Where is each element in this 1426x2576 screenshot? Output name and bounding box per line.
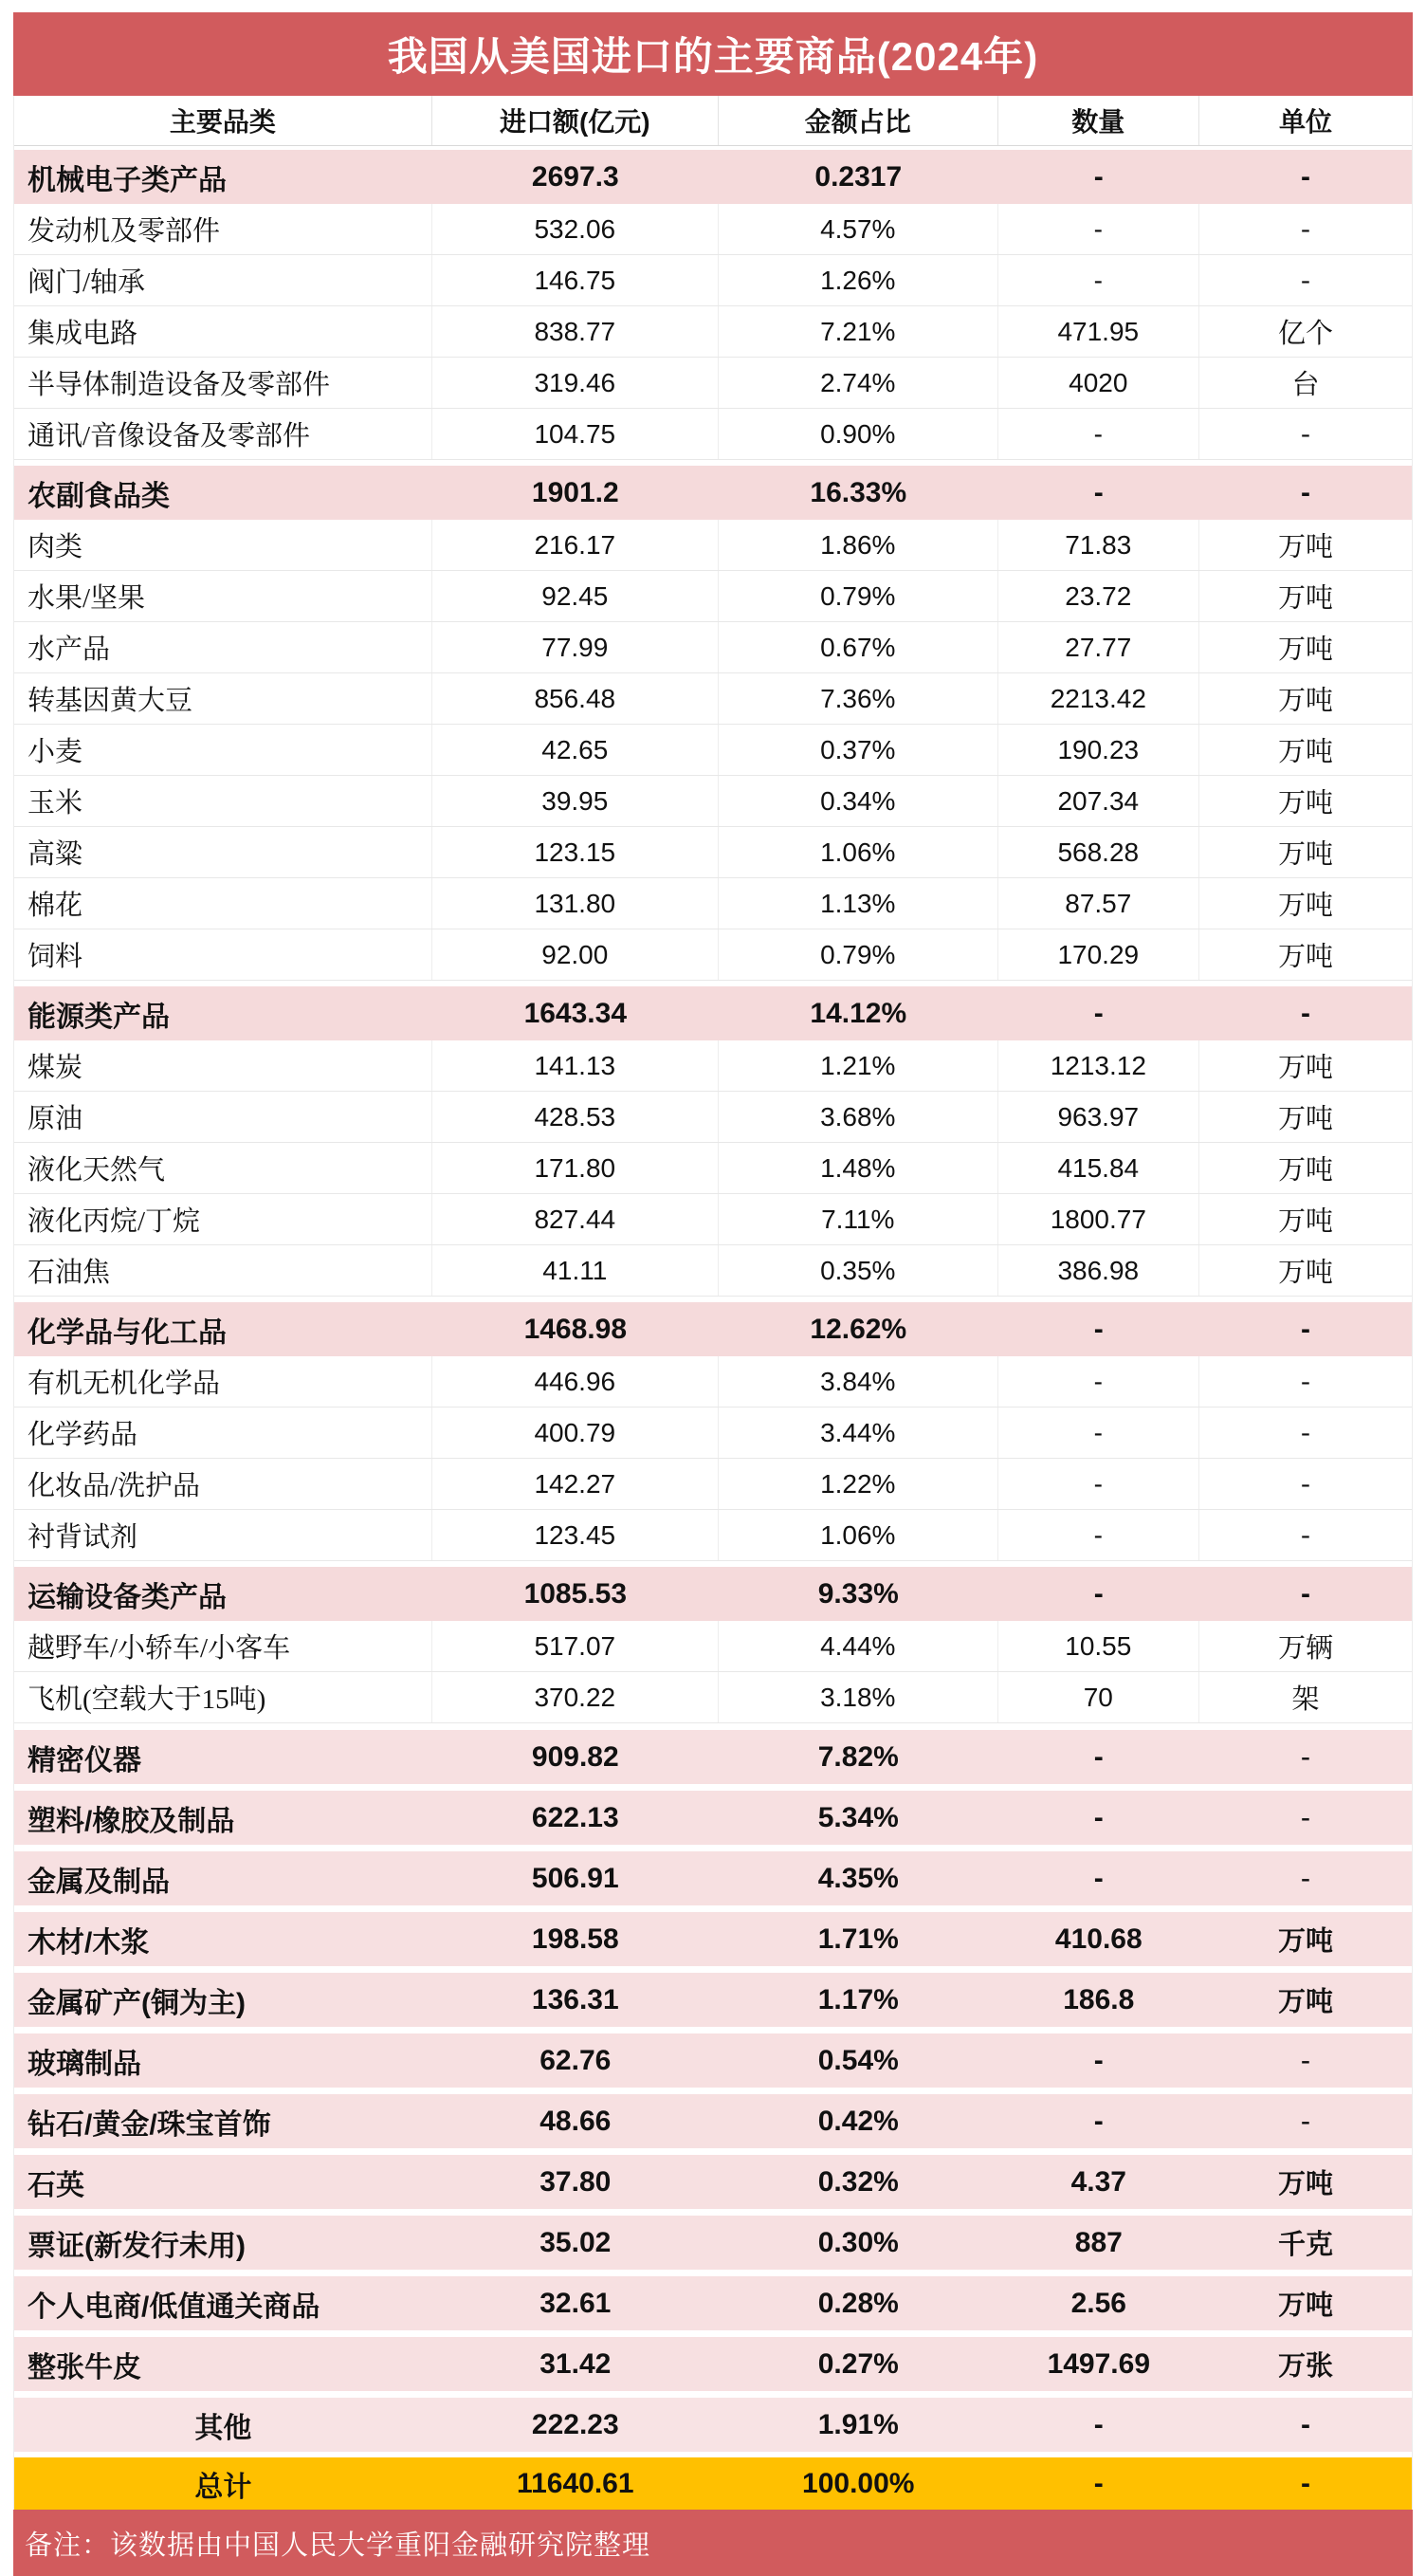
row-label: 总计 [194,2471,252,2503]
row-label: 其他 [194,2412,252,2444]
row-value: 万吨 [1277,532,1333,562]
row-value: - [1093,2408,1104,2440]
row-value: 1643.34 [523,997,628,1029]
row-label: 石油焦 [14,1245,432,1296]
row-value: 887 [1074,2226,1123,2258]
table-row [14,150,1412,204]
row-value: 37.80 [539,2165,612,2198]
column-header: 数量 [998,96,1199,145]
row-label: 集成电路 [14,306,432,357]
row-value: 0.30% [817,2226,899,2258]
row-value: 万吨 [1277,839,1333,870]
table-row [14,2216,1412,2270]
row-value: - [1300,1313,1310,1345]
table-row [14,1408,1412,1459]
row-value: 1213.12 [998,1040,1199,1091]
row-value: 0.34% [719,776,998,826]
row-value: 1.06% [719,827,998,877]
row-value: 31.42 [539,2347,612,2380]
row-value: 亿个 [1277,319,1333,349]
table-row [14,1621,1412,1672]
row-value: 0.37% [719,725,998,775]
row-value: 1.21% [719,1040,998,1091]
row-value: 370.22 [432,1672,719,1722]
row-label: 精密仪器 [27,1744,141,1776]
row-value: 0.42% [817,2105,899,2137]
row-value: 万吨 [1277,1987,1333,2017]
row-label: 液化天然气 [14,1143,432,1193]
row-value: - [1093,1577,1104,1610]
row-value: 207.34 [998,776,1199,826]
row-value: - [1301,2106,1310,2136]
column-header: 进口额(亿元) [432,96,719,145]
table-row [14,255,1412,306]
row-label: 金属矿产(铜为主) [27,1987,246,2019]
table-row [14,1245,1412,1297]
row-value: 7.82% [817,1740,899,1773]
row-label: 通讯/音像设备及零部件 [14,409,432,459]
table-row [14,358,1412,409]
row-value: - [1300,997,1310,1029]
row-value: 万吨 [1277,2169,1333,2199]
table-row [14,2276,1412,2330]
row-value: 222.23 [531,2408,619,2440]
row-value: - [1093,1313,1104,1345]
row-value: 622.13 [531,1801,619,1833]
row-value: 10.55 [998,1621,1199,1671]
row-value: 0.90% [719,409,998,459]
row-value: 400.79 [432,1408,719,1458]
table-row [14,1194,1412,1245]
row-value: 838.77 [432,306,719,357]
row-value: - [1300,1577,1310,1610]
row-label: 发动机及零部件 [14,204,432,254]
row-value: 1901.2 [531,476,619,508]
row-value: 963.97 [998,1092,1199,1142]
row-value: 410.68 [1054,1923,1143,1955]
row-value: 146.75 [432,255,719,305]
row-value: 856.48 [432,673,719,724]
table-row [14,986,1412,1040]
table-row [14,725,1412,776]
row-value: 100.00% [802,2467,915,2499]
row-value: 1.26% [719,255,998,305]
row-value: 123.15 [432,827,719,877]
row-value: 万吨 [1277,891,1333,921]
row-value: 35.02 [539,2226,612,2258]
row-label: 液化丙烷/丁烷 [14,1194,432,1244]
row-value: - [1093,2467,1104,2499]
table-row [14,1851,1412,1905]
row-value: - [1301,1519,1310,1550]
row-value: 319.46 [432,358,719,408]
row-value: 架 [1291,1684,1320,1715]
row-label: 煤炭 [14,1040,432,1091]
row-value: 0.2317 [814,160,903,193]
footer-note: 备注：该数据由中国人民大学重阳金融研究院整理 [13,2510,1413,2576]
row-value: 3.44% [719,1408,998,1458]
table-row [14,2155,1412,2209]
row-value: 万吨 [1277,737,1333,767]
column-header: 金额占比 [719,96,998,145]
row-value: - [1301,1366,1310,1396]
row-value: 70 [998,1672,1199,1722]
row-value: 万吨 [1277,1053,1333,1083]
row-label: 原油 [14,1092,432,1142]
row-label: 转基因黄大豆 [14,673,432,724]
row-value: 万吨 [1277,583,1333,614]
row-value: 77.99 [432,622,719,672]
row-value: - [1093,1740,1104,1773]
row-value: 7.21% [719,306,998,357]
row-label: 有机无机化学品 [14,1356,432,1407]
row-value: - [1093,1801,1104,1833]
table-row [14,409,1412,460]
table-row [14,2457,1412,2510]
row-value: 万辆 [1277,1633,1333,1664]
row-value: 87.57 [998,878,1199,929]
row-value: 11640.61 [517,2467,634,2499]
row-value: - [998,1408,1199,1458]
row-value: - [1093,476,1104,508]
row-value: 827.44 [432,1194,719,1244]
row-value: - [998,409,1199,459]
row-label: 金属及制品 [27,1866,170,1898]
row-value: 1.48% [719,1143,998,1193]
row-label: 棉花 [14,878,432,929]
row-value: - [1300,2467,1310,2499]
table-row [14,929,1412,981]
row-value: 4.44% [719,1621,998,1671]
row-value: - [998,1510,1199,1560]
row-value: 142.27 [432,1459,719,1509]
row-value: 万吨 [1277,2291,1333,2321]
row-label: 运输设备类产品 [27,1581,227,1613]
row-value: 41.11 [432,1245,719,1296]
row-value: 4020 [998,358,1199,408]
row-value: 27.77 [998,622,1199,672]
row-value: 568.28 [998,827,1199,877]
row-value: - [1301,213,1310,244]
row-label: 水产品 [14,622,432,672]
row-label: 玻璃制品 [27,2048,141,2080]
row-value: 1.86% [719,520,998,570]
table-row [14,1459,1412,1510]
row-value: 0.79% [719,929,998,980]
row-value: 14.12% [810,997,907,1029]
row-value: - [1301,1741,1310,1772]
row-value: 1.06% [719,1510,998,1560]
row-value: - [1301,1468,1310,1499]
row-value: 92.45 [432,571,719,621]
row-value: - [998,204,1199,254]
row-value: 0.32% [817,2165,899,2198]
row-value: 506.91 [531,1862,619,1894]
row-label: 玉米 [14,776,432,826]
import-table-page [13,0,1413,2576]
row-value: 3.68% [719,1092,998,1142]
row-label: 越野车/小轿车/小客车 [14,1621,432,1671]
row-value: 万吨 [1277,942,1333,972]
row-value: 7.36% [719,673,998,724]
row-value: 1497.69 [1047,2347,1151,2380]
table-row [14,571,1412,622]
row-value: 3.18% [719,1672,998,1722]
row-value: 32.61 [539,2287,612,2319]
row-value: - [1093,1862,1104,1894]
row-value: 万吨 [1277,1926,1333,1957]
table-row [14,1730,1412,1784]
row-value: 415.84 [998,1143,1199,1193]
row-value: - [1301,1802,1310,1832]
row-value: 12.62% [810,1313,907,1345]
table-row [14,1302,1412,1356]
row-value: 0.35% [719,1245,998,1296]
row-value: 万张 [1277,2351,1333,2382]
table-row [14,306,1412,358]
row-value: 万吨 [1277,1206,1333,1237]
table-row [14,1040,1412,1092]
column-header: 单位 [1278,107,1332,137]
row-value: 104.75 [432,409,719,459]
row-value: - [1300,2408,1310,2440]
row-value: 123.45 [432,1510,719,1560]
row-value: 2.56 [1070,2287,1126,2319]
row-label: 化妆品/洗护品 [14,1459,432,1509]
row-value: 48.66 [539,2105,612,2137]
row-value: 131.80 [432,878,719,929]
table-row [14,2033,1412,2088]
table-row [14,622,1412,673]
row-value: 1.13% [719,878,998,929]
row-value: 428.53 [432,1092,719,1142]
row-label: 木材/木浆 [27,1926,150,1959]
row-value: 1.22% [719,1459,998,1509]
row-value: - [1093,997,1104,1029]
row-value: 2213.42 [998,673,1199,724]
row-value: 198.58 [531,1923,619,1955]
row-value: 909.82 [531,1740,619,1773]
table-row [14,776,1412,827]
row-value: 1.71% [817,1923,899,1955]
row-value: 92.00 [432,929,719,980]
row-value: - [1301,265,1310,295]
row-label: 个人电商/低值通关商品 [27,2291,320,2323]
row-value: 141.13 [432,1040,719,1091]
row-value: 16.33% [810,476,907,508]
table-row [14,1912,1412,1966]
row-value: 7.11% [719,1194,998,1244]
row-value: - [1093,2105,1104,2137]
table-row [14,1791,1412,1845]
row-value: 千克 [1277,2230,1333,2260]
table-row [14,520,1412,571]
row-label: 塑料/橡胶及制品 [27,1805,235,1837]
row-value: 4.37 [1070,2165,1126,2198]
row-label: 饲料 [14,929,432,980]
table-row [14,204,1412,255]
row-value: 1.91% [817,2408,899,2440]
row-value: - [1301,418,1310,449]
table-row [14,2337,1412,2391]
row-label: 飞机(空载大于15吨) [14,1672,432,1722]
table-row [14,2398,1412,2452]
row-value: 186.8 [1063,1983,1135,2015]
table-row [14,1510,1412,1561]
row-label: 整张牛皮 [27,2351,141,2383]
table-row [14,1567,1412,1621]
row-value: 171.80 [432,1143,719,1193]
row-value: 0.27% [817,2347,899,2380]
row-value: 39.95 [432,776,719,826]
row-label: 高粱 [14,827,432,877]
row-value: - [1093,2044,1104,2076]
table-body [14,150,1412,2510]
row-label: 农副食品类 [27,480,170,512]
row-value: 万吨 [1277,1104,1333,1134]
data-table [13,96,1413,2510]
row-label: 能源类产品 [27,1001,170,1033]
row-label: 小麦 [14,725,432,775]
row-value: 0.79% [719,571,998,621]
row-value: 42.65 [432,725,719,775]
row-value: 0.54% [817,2044,899,2076]
row-value: 471.95 [998,306,1199,357]
row-label: 化学品与化工品 [27,1316,227,1349]
row-value: 万吨 [1277,788,1333,819]
table-row [14,1672,1412,1723]
table-row [14,1092,1412,1143]
row-label: 衬背试剂 [14,1510,432,1560]
row-value: - [1301,1863,1310,1893]
row-value: 532.06 [432,204,719,254]
table-row [14,827,1412,878]
row-value: 71.83 [998,520,1199,570]
row-value: 2.74% [719,358,998,408]
row-value: 190.23 [998,725,1199,775]
table-row [14,466,1412,520]
row-value: 517.07 [432,1621,719,1671]
row-value: 万吨 [1277,686,1333,716]
row-value: 9.33% [817,1577,899,1610]
row-value: 216.17 [432,520,719,570]
table-row [14,673,1412,725]
row-label: 阀门/轴承 [14,255,432,305]
table-row [14,1143,1412,1194]
row-value: 23.72 [998,571,1199,621]
page-title: 我国从美国进口的主要商品(2024年) [13,12,1413,96]
row-value: - [1300,476,1310,508]
row-value: 5.34% [817,1801,899,1833]
row-value: - [1093,160,1104,193]
row-value: - [998,1459,1199,1509]
row-value: 万吨 [1277,1258,1333,1288]
row-value: 4.35% [817,1862,899,1894]
row-value: - [998,1356,1199,1407]
row-label: 钻石/黄金/珠宝首饰 [27,2108,271,2141]
row-label: 半导体制造设备及零部件 [14,358,432,408]
row-value: - [998,255,1199,305]
row-value: - [1301,1417,1310,1447]
row-value: 3.84% [719,1356,998,1407]
row-value: 1800.77 [998,1194,1199,1244]
column-header: 主要品类 [14,96,432,145]
row-value: 4.57% [719,204,998,254]
row-value: 万吨 [1277,1155,1333,1186]
row-value: 386.98 [998,1245,1199,1296]
table-row [14,2094,1412,2148]
row-value: 170.29 [998,929,1199,980]
row-value: 446.96 [432,1356,719,1407]
table-row [14,1356,1412,1408]
row-value: - [1300,160,1310,193]
row-value: 台 [1291,370,1320,400]
row-label: 化学药品 [14,1408,432,1458]
row-label: 肉类 [14,520,432,570]
table-row [14,1973,1412,2027]
row-value: 2697.3 [531,160,619,193]
row-value: 136.31 [531,1983,619,2015]
row-value: 0.28% [817,2287,899,2319]
row-value: 1468.98 [523,1313,628,1345]
row-value: 1085.53 [523,1577,628,1610]
row-value: - [1301,2045,1310,2075]
row-label: 水果/坚果 [14,571,432,621]
row-value: 1.17% [817,1983,899,2015]
header-row [14,96,1412,146]
row-value: 62.76 [539,2044,612,2076]
row-value: 0.67% [719,622,998,672]
row-value: 万吨 [1277,635,1333,665]
row-label: 石英 [27,2169,84,2201]
row-label: 机械电子类产品 [27,164,227,196]
table-row [14,878,1412,929]
row-label: 票证(新发行未用) [27,2230,246,2262]
